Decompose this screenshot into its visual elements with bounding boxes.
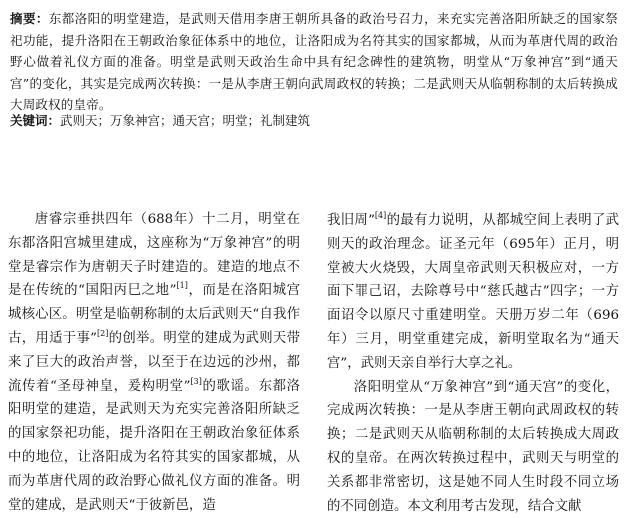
citation-ref[interactable]: [3] bbox=[190, 376, 202, 386]
body-text: ，而是在洛阳城宫城核心区。明堂是临朝称制的太后武则天“自我作古，用适于事” bbox=[8, 283, 300, 346]
body-paragraph bbox=[327, 209, 619, 376]
keywords-label: 关键词： bbox=[10, 113, 61, 128]
abstract bbox=[10, 8, 618, 116]
body-column-left bbox=[8, 208, 300, 517]
body-text: 的歌谣。东都洛阳明堂的建造，是武则天为充实完善洛阳所缺乏的国家祭祀功能，提升洛阳在王朝政治象征体系中的地位，让洛阳成为名符其实的国家都城，从而为革唐代周的政治野心做礼仪方面的准备。明堂的建成，是武则天“于彼新邑，造 bbox=[8, 378, 300, 513]
body-text: 的最有力说明，从都城空间上表明了武则天的政治理念。证圣元年（695年）正月，明堂被大火烧毁，大周皇帝武则天积极应对，一方面下罪己诏，去除尊号中“慈氏越古”四字；一方面诏令以原尺寸重建明堂。天册万岁二年（696年）三月，明堂重建完成，新明堂取名为“通天宫”，武则天亲自举行大享之礼。 bbox=[327, 213, 619, 371]
body-text: 我旧周” bbox=[327, 213, 375, 228]
keywords bbox=[10, 110, 618, 131]
citation-ref[interactable]: [2] bbox=[96, 328, 109, 338]
body-column-right bbox=[327, 209, 619, 518]
body-paragraph: 洛阳明堂从“万象神宫”到“通天宫”的变化，完成两次转换：一是从李唐王朝向武周政权的转换；二是武则天从临朝称制的太后转换成大周政权的皇帝。在两次转换过程中，武则天与明堂的关系都非常密切，这是她不同人生时段不同立场的不同创造。本文利用考古发现，结合文献 bbox=[327, 379, 619, 514]
citation-ref[interactable]: [4] bbox=[374, 211, 387, 220]
keywords-text: 武则天；万象神宫；通天宫；明堂；礼制建筑 bbox=[60, 113, 311, 128]
body-paragraph bbox=[8, 208, 300, 517]
abstract-text: 东都洛阳的明堂建造，是武则天借用李唐王朝所具备的政治号召力，来充实完善洛阳所缺乏的国家祭祀功能，提升洛阳在王朝政治象征体系中的地位，让洛阳成为名符其实的国家都城，从而为革唐代周的政治野心做着礼仪方面的准备。明堂是武则天政治生命中具有纪念碑性的建筑物，明堂从“万象神宫”到“通天宫”的变化，其实是完成两次转换：一是从李唐王朝向武周政权的转换；二是武则天从临朝称制的太后转换成大周政权的皇帝。 bbox=[10, 11, 618, 112]
abstract-label: 摘要： bbox=[10, 11, 49, 26]
body-text: 的创举。明堂的建成为武则天带来了巨大的政治声誉，以至于在边远的沙州，都流传着“圣母神皇，爰构明堂” bbox=[8, 330, 300, 394]
body-text: 唐睿宗垂拱四年（688年）十二月，明堂在东都洛阳宫城里建成，这座称为“万象神宫”的明堂是睿宗作为唐朝天子时建造的。建造的地点不是在传统的“国阳丙巳之地” bbox=[8, 212, 300, 299]
citation-ref[interactable]: [1] bbox=[176, 281, 188, 291]
